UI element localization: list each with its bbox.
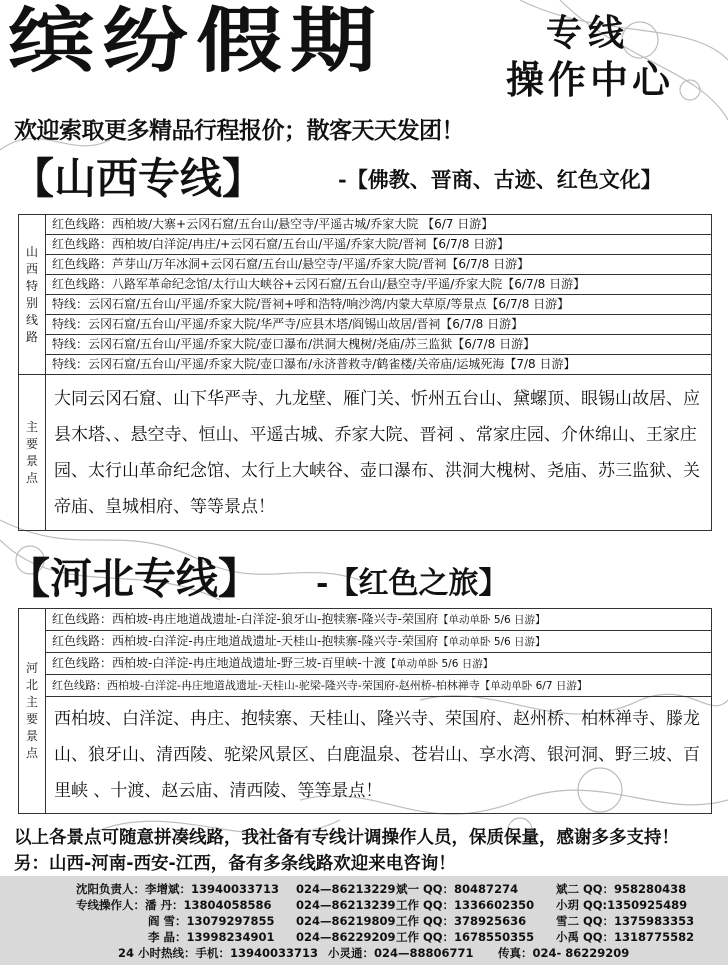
contact-qq: 工作 QQ：1678550355 (396, 930, 535, 944)
contact-name: 李 晶：13998234901 (148, 930, 275, 944)
contact-phone: 024—86213229 (296, 882, 396, 896)
route-row: 特线：云冈石窟/五台山/平遥/乔家大院/晋祠+呼和浩特/响沙湾/内蒙大草原/等景点【6/7/8 日游】 (46, 295, 712, 315)
contact-name: 专线操作人：潘 丹：13804058586 (76, 898, 272, 912)
slogan: 欢迎索取更多精品行程报价；散客天天发团！ (14, 118, 464, 144)
contact-phone: 024—86219809 (296, 914, 396, 928)
contact-qq: 小玥 QQ:1350925489 (556, 898, 688, 912)
contact-phone: 024—86213239 (296, 898, 396, 912)
fax-line: 传真：024- 86229209 (498, 946, 630, 960)
contact-qq: 工作 QQ：378925636 (396, 914, 527, 928)
brand-subtitle-line2: 操作中心 (506, 58, 675, 102)
hebei-route-table (18, 608, 712, 814)
route-row (46, 609, 712, 631)
route-text: 红色线路：西柏坡-白洋淀-冉庄地道战遗址-天桂山-驼梁-隆兴寺-荣国府-赵州桥-柏林禅寺 (52, 678, 480, 692)
route-row: 特线：云冈石窟/五台山/平遥/乔家大院/壶口瀑布/洪洞大槐树/尧庙/苏三监狱【6/7/8 日游】 (46, 335, 712, 355)
brand-subtitle-line1: 专线 (546, 13, 631, 54)
contact-qq: 雪二 QQ：1375983353 (556, 914, 695, 928)
hotline: 24 小时热线：手机：13940033713 (118, 946, 319, 960)
route-text: 红色线路：西柏坡-白洋淀-冉庄地道战遗址-天桂山-抱犊寨-隆兴寺-荣国府 (52, 633, 438, 648)
shanxi-spots-side-label: 主要景点 (19, 375, 46, 531)
contact-phone: 024—86229209 (296, 930, 396, 944)
route-tag: 【单动单卧 5/6 日游】 (385, 657, 494, 670)
contact-qq: 小禹 QQ：1318775582 (556, 930, 695, 944)
contact-panel (0, 876, 728, 965)
footer-note-line2: 另：山西-河南-西安-江西，备有多条线路欢迎来电咨询！ (14, 854, 456, 874)
route-row: 红色线路：八路军革命纪念馆/太行山大峡谷+云冈石窟/五台山/悬空寺/平遥/乔家大院【6/7/8 日游】 (46, 275, 712, 295)
route-row (46, 631, 712, 653)
shanxi-tagline: -【佛教、晋商、古迹、红色文化】 (338, 167, 662, 192)
route-row: 红色线路：芦芽山/万年冰洞+云冈石窟/五台山/悬空寺/平遥/乔家大院/晋祠【6/7/8 日游】 (46, 255, 712, 275)
route-tag: 【单动单卧 5/6 日游】 (437, 613, 546, 626)
hebei-banner: 【河北专线】 (8, 554, 261, 603)
pager-line: 小灵通：024—88806771 (328, 946, 474, 960)
contact-name: 沈阳负责人：李增斌：13940033713 (76, 882, 280, 896)
shanxi-spots-text: 大同云冈石窟、山下华严寺、九龙壁、雁门关、忻州五台山、黛螺顶、眼锡山故居、应县木塔、、悬空寺、恒山、平遥古城、乔家大院、晋祠 、常家庄园、介休绵山、王家庄园、太行山革命纪念馆、太行上大峡谷、壶口瀑布、洪洞大槐树、尧庙、苏三监狱、关帝庙、皇城相府、等等景点！ (46, 375, 712, 531)
shanxi-route-table (18, 214, 712, 531)
hebei-spots-text: 西柏坡、白洋淀、冉庄、抱犊寨、天桂山、隆兴寺、荣国府、赵州桥、柏林禅寺、滕龙山、狼牙山、清西陵、驼梁风景区、白鹿温泉、苍岩山、享水湾、银河洞、野三坡、百里峡 、十渡、赵云庙、清西陵、等等景点！ (46, 697, 712, 814)
route-tag: 【单动单卧 5/6 日游】 (437, 635, 546, 648)
contact-qq: 斌二 QQ：958280438 (556, 882, 687, 896)
contact-qq: 工作 QQ：1336602350 (396, 898, 535, 912)
footer-note-line1: 以上各景点可随意拼凑线路，我社备有专线计调操作人员，保质保量，感谢多多支持！ (14, 828, 679, 848)
route-row: 特线：云冈石窟/五台山/平遥/乔家大院/壶口瀑布/永济普救寺/鹤雀楼/关帝庙/运城死海【7/8 日游】 (46, 355, 712, 375)
route-tag: 【单动单卧 6/7 日游】 (479, 679, 588, 692)
route-text: 红色线路：西柏坡-冉庄地道战遗址-白洋淀-狼牙山-抱犊寨-隆兴寺-荣国府 (52, 611, 438, 626)
contact-qq: 斌一 QQ：80487274 (396, 882, 519, 896)
shanxi-routes-side-label: 山西特别线路 (19, 215, 46, 375)
hebei-side-label: 河北主要景点 (19, 609, 46, 814)
route-row: 红色线路：西柏坡/白洋淀/冉庄/+云冈石窟/五台山/平遥/乔家大院/晋祠【6/7/8 日游】 (46, 235, 712, 255)
contact-name: 阎 雪：13079297855 (148, 914, 275, 928)
route-row (46, 653, 712, 675)
route-row: 红色线路：西柏坡/大寨+云冈石窟/五台山/悬空寺/平遥古城/乔家大院 【6/7 日游】 (46, 215, 712, 235)
shanxi-banner: 【山西专线】 (12, 154, 265, 203)
hebei-tagline: -【红色之旅】 (316, 566, 509, 601)
route-row (46, 675, 712, 697)
route-row: 特线：云冈石窟/五台山/平遥/乔家大院/华严寺/应县木塔/阎锡山故居/晋祠【6/7/8 日游】 (46, 315, 712, 335)
route-text: 红色线路：西柏坡-白洋淀-冉庄地道战遗址-野三坡-百里峡-十渡 (52, 655, 386, 670)
brand-title: 缤纷假期 (8, 0, 384, 83)
